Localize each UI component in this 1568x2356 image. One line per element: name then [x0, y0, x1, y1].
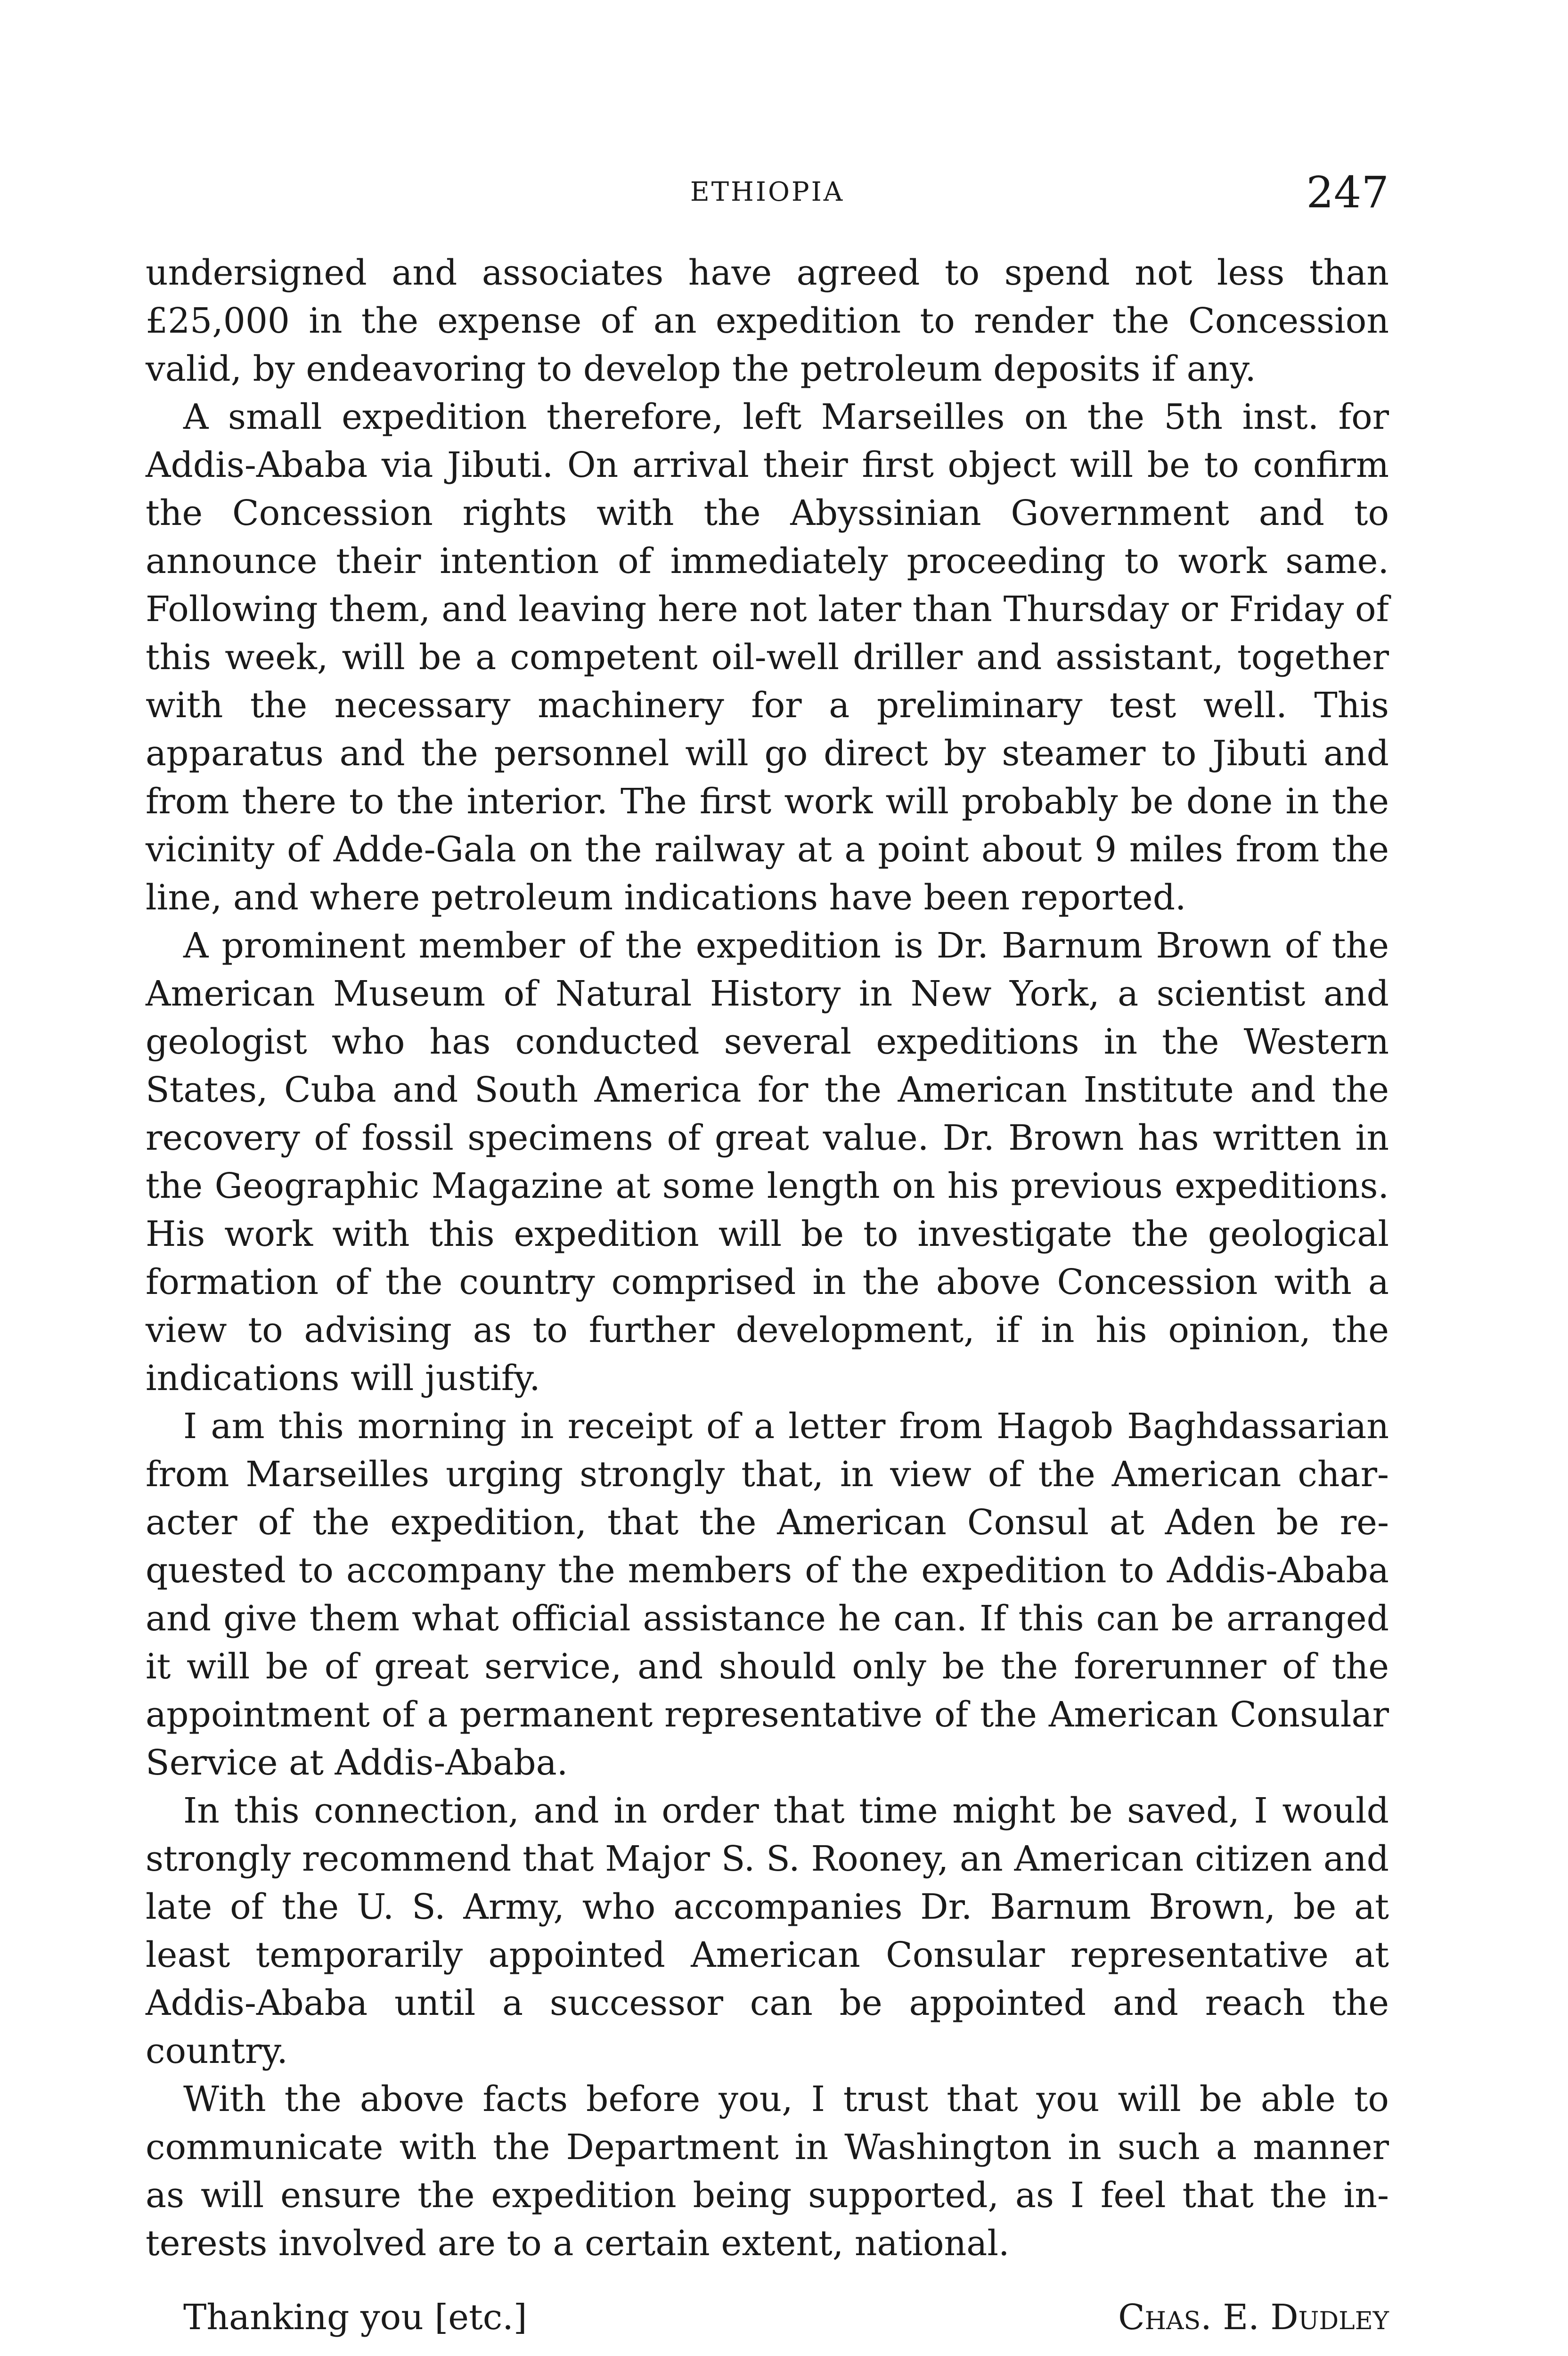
paragraph: A small expedition therefore, left Marseilles on the 5th inst. for Addis-Ababa via Jibuti. On arrival their first object will be to confirm the Concession rights with the Abyssinian Government and to announce their intention of immediately proceeding to work same. Following them, and leaving here not later than Thursday or Friday of this week, will be a competent oil-well driller and assistant, together with the necessary machinery for a preliminary test well. This apparatus and the personnel will go direct by steamer to Jibuti and from there to the interior. The first work will probably be done in the vicinity of Adde-Gala on the railway at a point about 9 miles from the line, and where petroleum indications have been reported.: [146, 397, 1389, 918]
body-text: [146, 249, 1389, 2267]
paragraph: I am this morning in receipt of a letter from Hagob Baghdassarian from Marseilles urging strongly that, in view of the American character of the expedition, that the American Consul at Aden be requested to accompany the members of the expedition to Addis-Ababa and give them what official assistance he can. If this can be arranged it will be of great service, and should only be the forerunner of the appointment of a permanent representative of the American Consular Service at Addis-Ababa.: [146, 1406, 1389, 1783]
salutation: Thanking you [etc.]: [183, 2297, 527, 2338]
paragraph-continued: undersigned and associates have agreed to spend not less than £25,000 in the expense of an expedition to render the Concession valid, by endeavoring to develop the petroleum deposits if any.: [146, 253, 1389, 389]
signature: Chas. E. Dudley: [1118, 2297, 1389, 2338]
running-head: ETHIOPIA: [690, 177, 845, 207]
page-header: [146, 167, 1389, 224]
paragraph: A prominent member of the expedition is Dr. Barnum Brown of the American Museum of Natural History in New York, a scientist and geologist who has conducted several expeditions in the Western States, Cuba and South America for the American Institute and the recovery of fossil specimens of great value. Dr. Brown has written in the Geographic Magazine at some length on his previous expeditions. His work with this expedition will be to investigate the geological formation of the country comprised in the above Concession with a view to advising as to further development, if in his opinion, the indications will justify.: [146, 925, 1389, 1399]
paragraph: In this connection, and in order that time might be saved, I would strongly recommend that Major S. S. Rooney, an American citizen and late of the U. S. Army, who accompanies Dr. Barnum Brown, be at least temporarily appointed American Consular representative at Addis-Ababa until a successor can be appointed and reach the country.: [146, 1791, 1389, 2071]
paragraph: With the above facts before you, I trust that you will be able to communicate with the Department in Washington in such a manner as will ensure the expedition being supported, as I feel that the interests involved are to a certain extent, national.: [146, 2079, 1389, 2264]
letter-closing: [146, 2297, 1389, 2349]
page-number: 247: [1306, 167, 1389, 218]
